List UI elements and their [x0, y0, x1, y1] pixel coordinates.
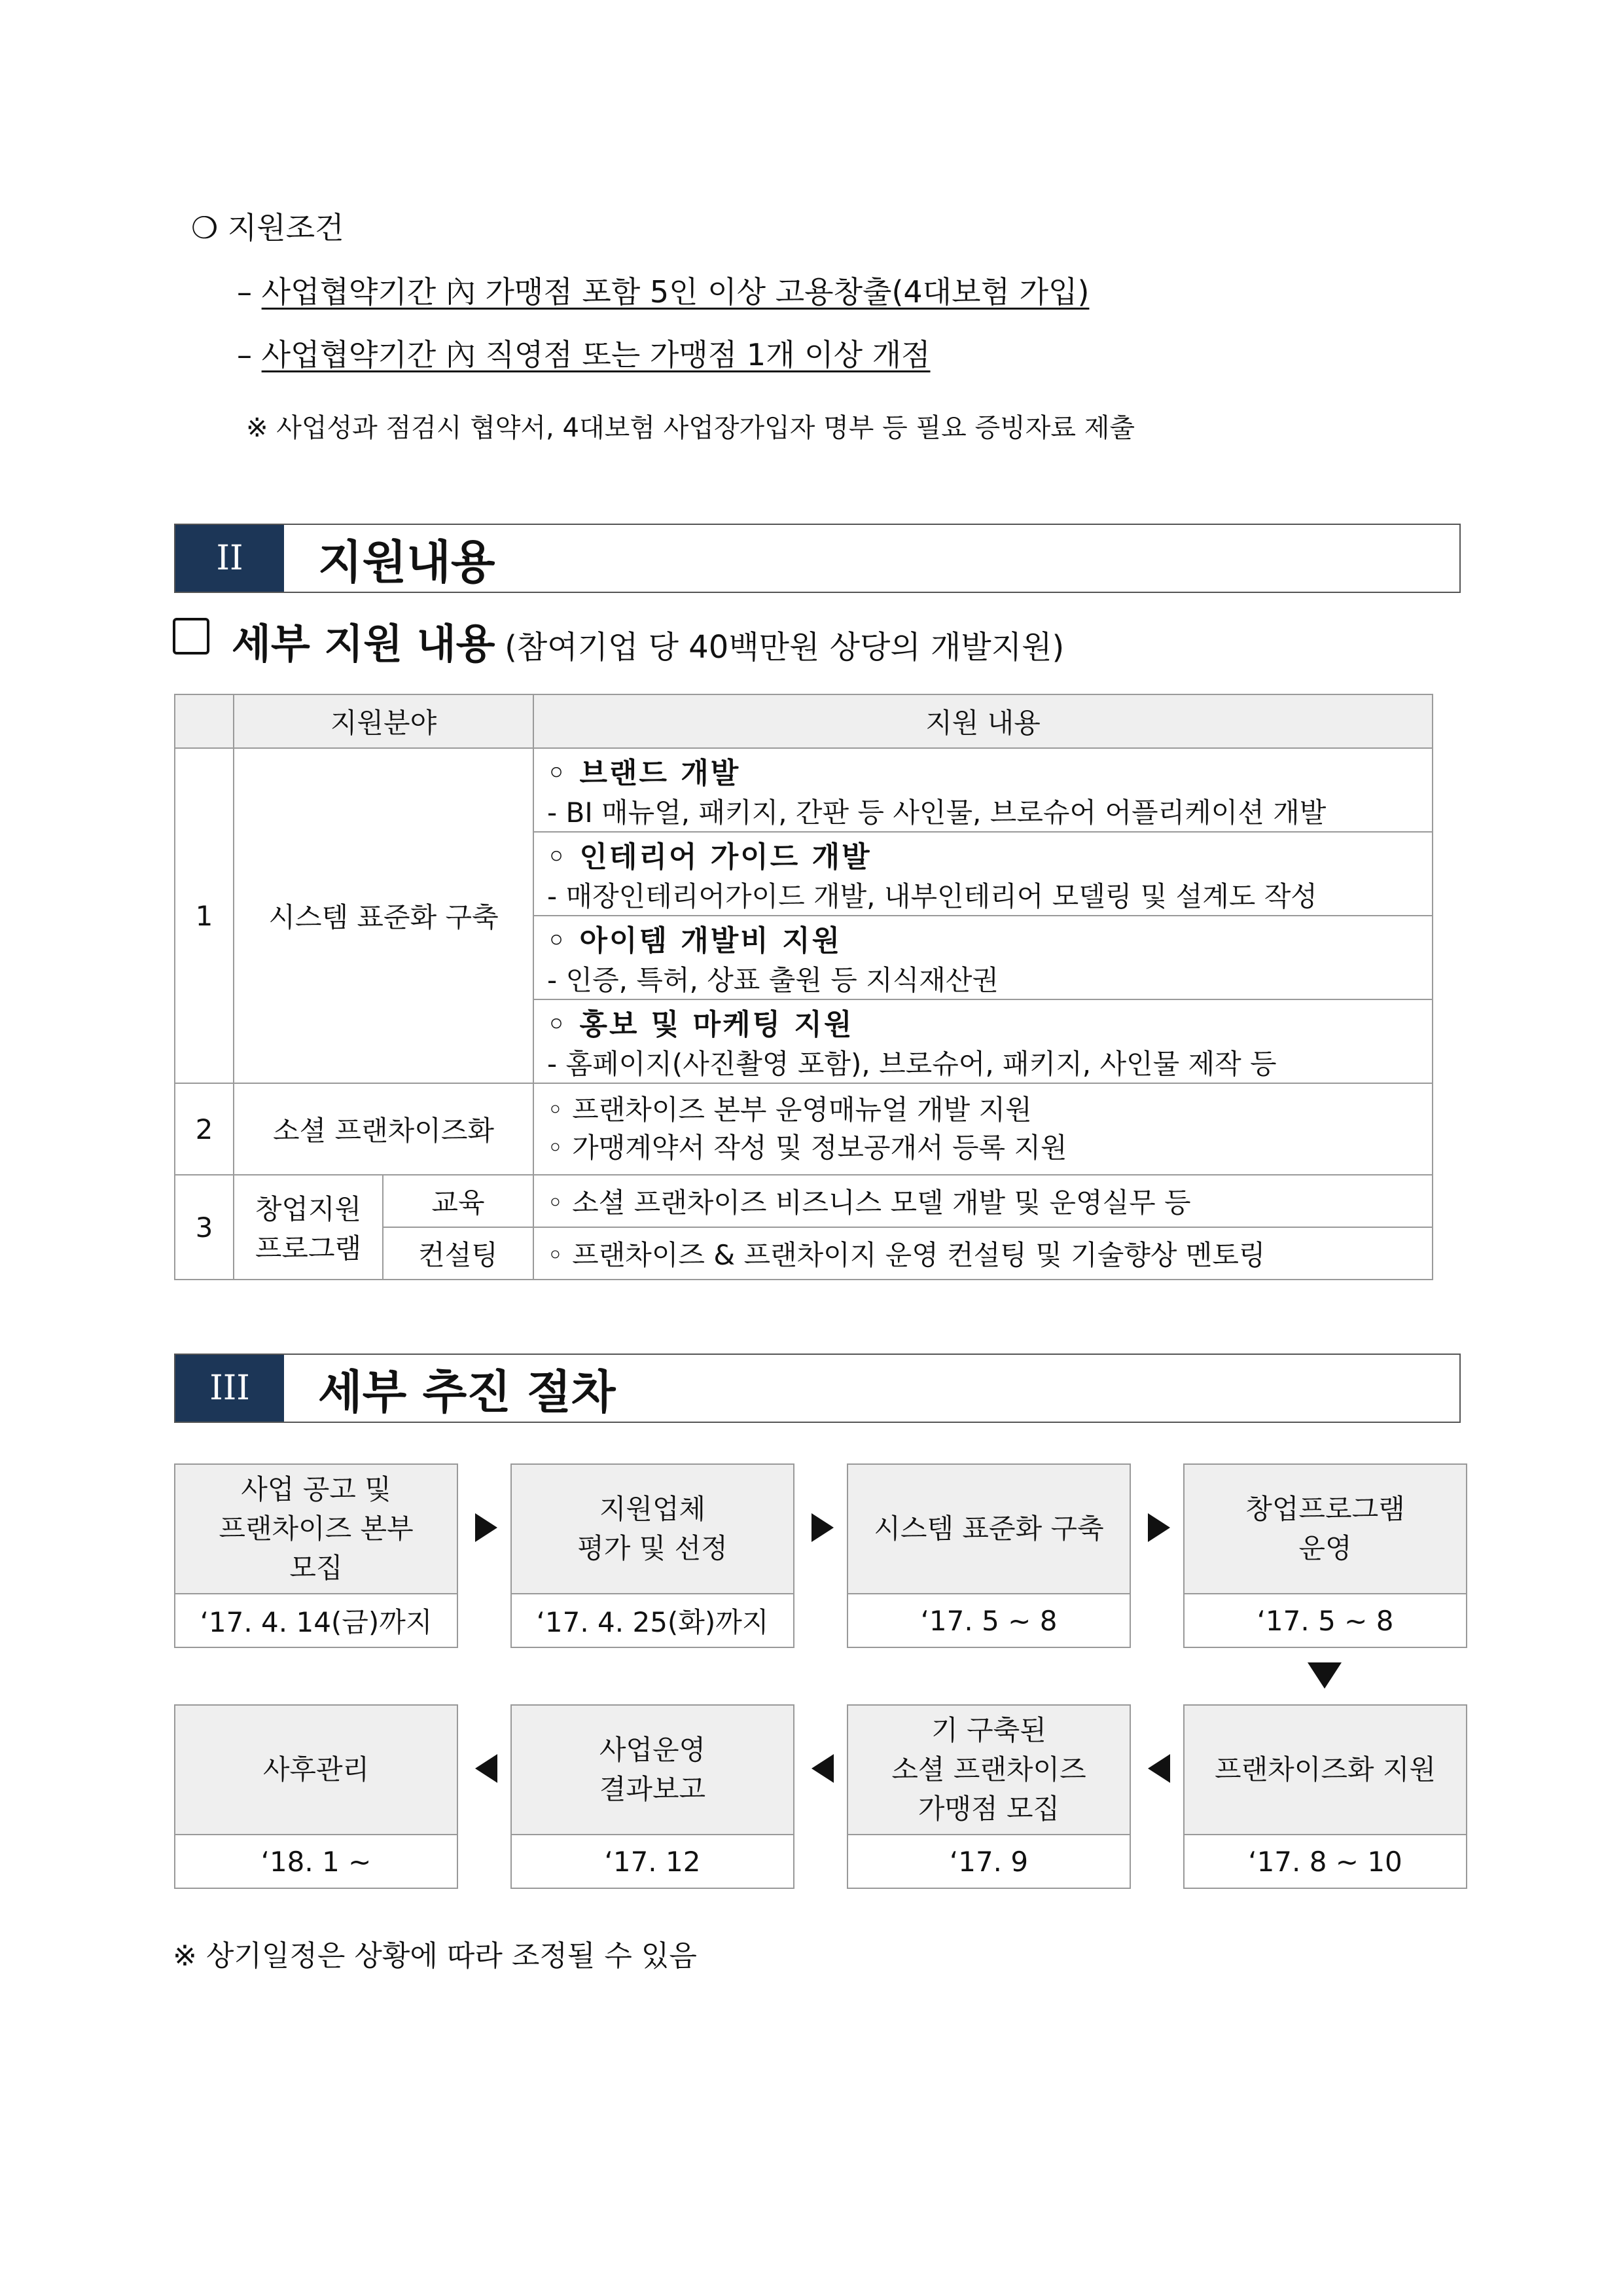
- flow-step-7: 사업운영 결과보고 ‘17. 12: [510, 1704, 794, 1889]
- header-content: 지원 내용: [533, 694, 1433, 748]
- arrow-right-icon: [1148, 1513, 1170, 1542]
- row-2-field: 소셜 프랜차이즈화: [234, 1083, 533, 1175]
- flow-step-5-date: ‘17. 8 ~ 10: [1248, 1845, 1402, 1878]
- row-1-item-4: [533, 999, 1433, 1083]
- flow-step-2-date: ‘17. 4. 25(화)까지: [536, 1606, 769, 1638]
- conditions-title: 지원조건: [227, 210, 344, 245]
- arrow-right-icon: [812, 1513, 834, 1542]
- schedule-footnote: ※ 상기일정은 상황에 따라 조정될 수 있음: [173, 1939, 697, 1973]
- arrow-left-icon: [1148, 1754, 1170, 1783]
- row-1-field: 시스템 표준화 구축: [234, 748, 533, 1083]
- row-2-number: 2: [175, 1083, 234, 1175]
- flow-step-7-date: ‘17. 12: [604, 1845, 701, 1878]
- table-row: [175, 1175, 1433, 1227]
- arrow-down-icon: [1308, 1662, 1342, 1689]
- table-row: [175, 748, 1433, 832]
- support-table: [174, 694, 1433, 1280]
- row-2-content: [533, 1083, 1433, 1175]
- flow-step-1-date: ‘17. 4. 14(금)까지: [200, 1606, 433, 1638]
- row-3-number: 3: [175, 1175, 234, 1280]
- item-1-detail: - BI 매뉴얼, 패키지, 간판 등 사인물, 브로슈어 어플리케이션 개발: [547, 797, 1327, 829]
- flow-step-4: 창업프로그램 운영 ‘17. 5 ~ 8: [1183, 1463, 1467, 1648]
- flow-step-1: 사업 공고 및 프랜차이즈 본부 모집 ‘17. 4. 14(금)까지: [174, 1463, 458, 1648]
- flow-step-3: 시스템 표준화 구축 ‘17. 5 ~ 8: [847, 1463, 1131, 1648]
- header-field: 지원분야: [234, 694, 533, 748]
- row-3-sub-2-label: 컨설팅: [383, 1227, 533, 1280]
- row-3-sub-2-content: ◦ 프랜차이즈 & 프랜차이지 운영 컨설팅 및 기술향상 멘토링: [533, 1227, 1433, 1280]
- row-1-item-1: [533, 748, 1433, 832]
- row-3-field-line-1: 창업지원: [255, 1193, 362, 1225]
- item-1-head: ◦ 브랜드 개발: [547, 757, 741, 790]
- item-3-head: ◦ 아이템 개발비 지원: [547, 924, 842, 958]
- section-2-title: 지원내용: [318, 535, 495, 589]
- section-3-number: III: [175, 1355, 284, 1422]
- condition-item-2: – 사업협약기간 內 직영점 또는 가맹점 1개 이상 개점: [237, 337, 931, 372]
- section-3-header: [174, 1354, 1461, 1423]
- flow-step-6-date: ‘17. 9: [949, 1845, 1029, 1878]
- flow-step-4-date: ‘17. 5 ~ 8: [1257, 1604, 1394, 1637]
- flow-step-8-date: ‘18. 1 ~: [260, 1845, 372, 1878]
- item-4-detail: - 홈페이지(사진촬영 포함), 브로슈어, 패키지, 사인물 제작 등: [547, 1048, 1277, 1080]
- row-2-line-1: ◦ 프랜차이즈 본부 운영매뉴얼 개발 지원: [547, 1094, 1032, 1126]
- row-1-item-3: [533, 916, 1433, 999]
- flow-step-3-date: ‘17. 5 ~ 8: [920, 1604, 1058, 1637]
- detail-subtitle: [232, 611, 1064, 670]
- flow-step-8: 사후관리 ‘18. 1 ~: [174, 1704, 458, 1889]
- item-2-detail: - 매장인테리어가이드 개발, 내부인테리어 모델링 및 설계도 작성: [547, 880, 1317, 912]
- item-2-head: ◦ 인테리어 가이드 개발: [547, 840, 872, 874]
- condition-item-2-text: 사업협약기간 內 직영점 또는 가맹점 1개 이상 개점: [261, 337, 931, 372]
- item-3-detail: - 인증, 특허, 상표 출원 등 지식재산권: [547, 964, 999, 996]
- arrow-right-icon: [475, 1513, 497, 1542]
- conditions-heading: [191, 204, 344, 247]
- section-2-header: [174, 524, 1461, 593]
- detail-subtitle-bold: 세부 지원 내용: [232, 620, 495, 668]
- flow-step-6: 기 구축된 소셜 프랜차이즈 가맹점 모집 ‘17. 9: [847, 1704, 1131, 1889]
- table-row: [175, 1083, 1433, 1175]
- checkbox-square-icon: [173, 618, 209, 655]
- detail-subtitle-rest: (참여기업 당 40백만원 상당의 개발지원): [505, 629, 1065, 666]
- row-2-line-2: ◦ 가맹계약서 작성 및 정보공개서 등록 지원: [547, 1132, 1067, 1164]
- flow-step-5: 프랜차이즈화 지원 ‘17. 8 ~ 10: [1183, 1704, 1467, 1889]
- item-4-head: ◦ 홍보 및 마케팅 지원: [547, 1008, 854, 1041]
- arrow-left-icon: [812, 1754, 834, 1783]
- row-3-sub-1-content: ◦ 소셜 프랜차이즈 비즈니스 모델 개발 및 운영실무 등: [533, 1175, 1433, 1227]
- condition-item-1: – 사업협약기간 內 가맹점 포함 5인 이상 고용창출(4대보험 가입): [237, 274, 1090, 310]
- table-header-row: [175, 694, 1433, 748]
- circle-bullet-icon: ❍: [191, 210, 219, 245]
- arrow-left-icon: [475, 1754, 497, 1783]
- row-1-item-2: [533, 832, 1433, 916]
- flow-step-2: 지원업체 평가 및 선정 ‘17. 4. 25(화)까지: [510, 1463, 794, 1648]
- section-2-number: II: [175, 525, 284, 592]
- section-3-title: 세부 추진 절차: [318, 1365, 616, 1419]
- row-3-field-line-2: 프로그램: [255, 1232, 362, 1265]
- row-3-sub-1-label: 교육: [383, 1175, 533, 1227]
- condition-item-1-text: 사업협약기간 內 가맹점 포함 5인 이상 고용창출(4대보험 가입): [261, 274, 1090, 310]
- conditions-note: ※ 사업성과 점검시 협약서, 4대보험 사업장가입자 명부 등 필요 증빙자료 제출: [246, 413, 1135, 443]
- row-1-number: 1: [175, 748, 234, 1083]
- row-3-field: [234, 1175, 383, 1280]
